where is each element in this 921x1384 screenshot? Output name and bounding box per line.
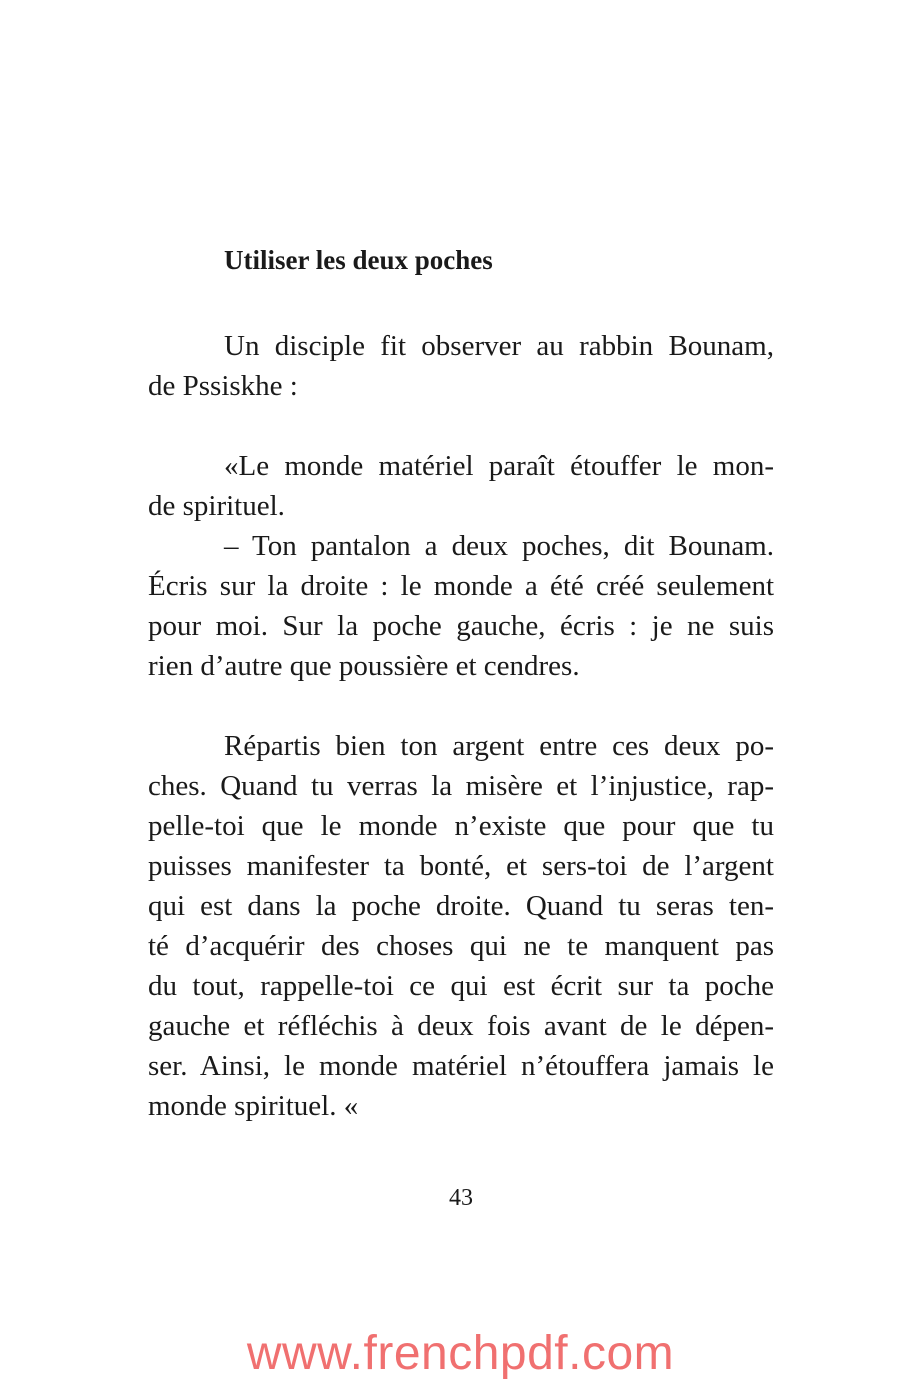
text-line: ches. Quand tu verras la misère et l’injustice, rap-	[148, 770, 774, 802]
paragraph-advice	[148, 726, 774, 1126]
text-line: pour moi. Sur la poche gauche, écris : je ne suis	[148, 610, 774, 642]
watermark-link[interactable]: www.frenchpdf.com	[246, 1327, 675, 1380]
text-line: puisses manifester ta bonté, et sers-toi de l’argent	[148, 850, 774, 882]
section-title: Utiliser les deux poches	[224, 245, 493, 275]
text-line: pelle-toi que le monde n’existe que pour que tu	[148, 810, 774, 842]
text-line: gauche et réfléchis à deux fois avant de le dépen-	[148, 1010, 774, 1042]
text-line: «Le monde matériel paraît étouffer le mon-	[224, 450, 774, 482]
book-page	[148, 0, 774, 1381]
text-line: Répartis bien ton argent entre ces deux po-	[224, 730, 774, 762]
text-line: – Ton pantalon a deux poches, dit Bounam.	[224, 530, 774, 562]
text-line: monde spirituel. «	[148, 1090, 359, 1122]
paragraph-reply	[148, 526, 774, 686]
text-line: té d’acquérir des choses qui ne te manquent pas	[148, 930, 774, 962]
text-line: de spirituel.	[148, 490, 285, 522]
text-line: qui est dans la poche droite. Quand tu seras ten-	[148, 890, 774, 922]
paragraph-intro	[148, 326, 774, 406]
text-line: rien d’autre que poussière et cendres.	[148, 650, 580, 682]
text-line: Écris sur la droite : le monde a été créé seulement	[148, 570, 774, 602]
text-line: ser. Ainsi, le monde matériel n’étouffera jamais le	[148, 1050, 774, 1082]
text-line: de Pssiskhe :	[148, 370, 298, 402]
text-line: Un disciple fit observer au rabbin Bounam,	[224, 330, 774, 362]
text-line: du tout, rappelle-toi ce qui est écrit sur ta poche	[148, 970, 774, 1002]
paragraph-quote-start	[148, 446, 774, 526]
page-number: 43	[449, 1185, 473, 1211]
